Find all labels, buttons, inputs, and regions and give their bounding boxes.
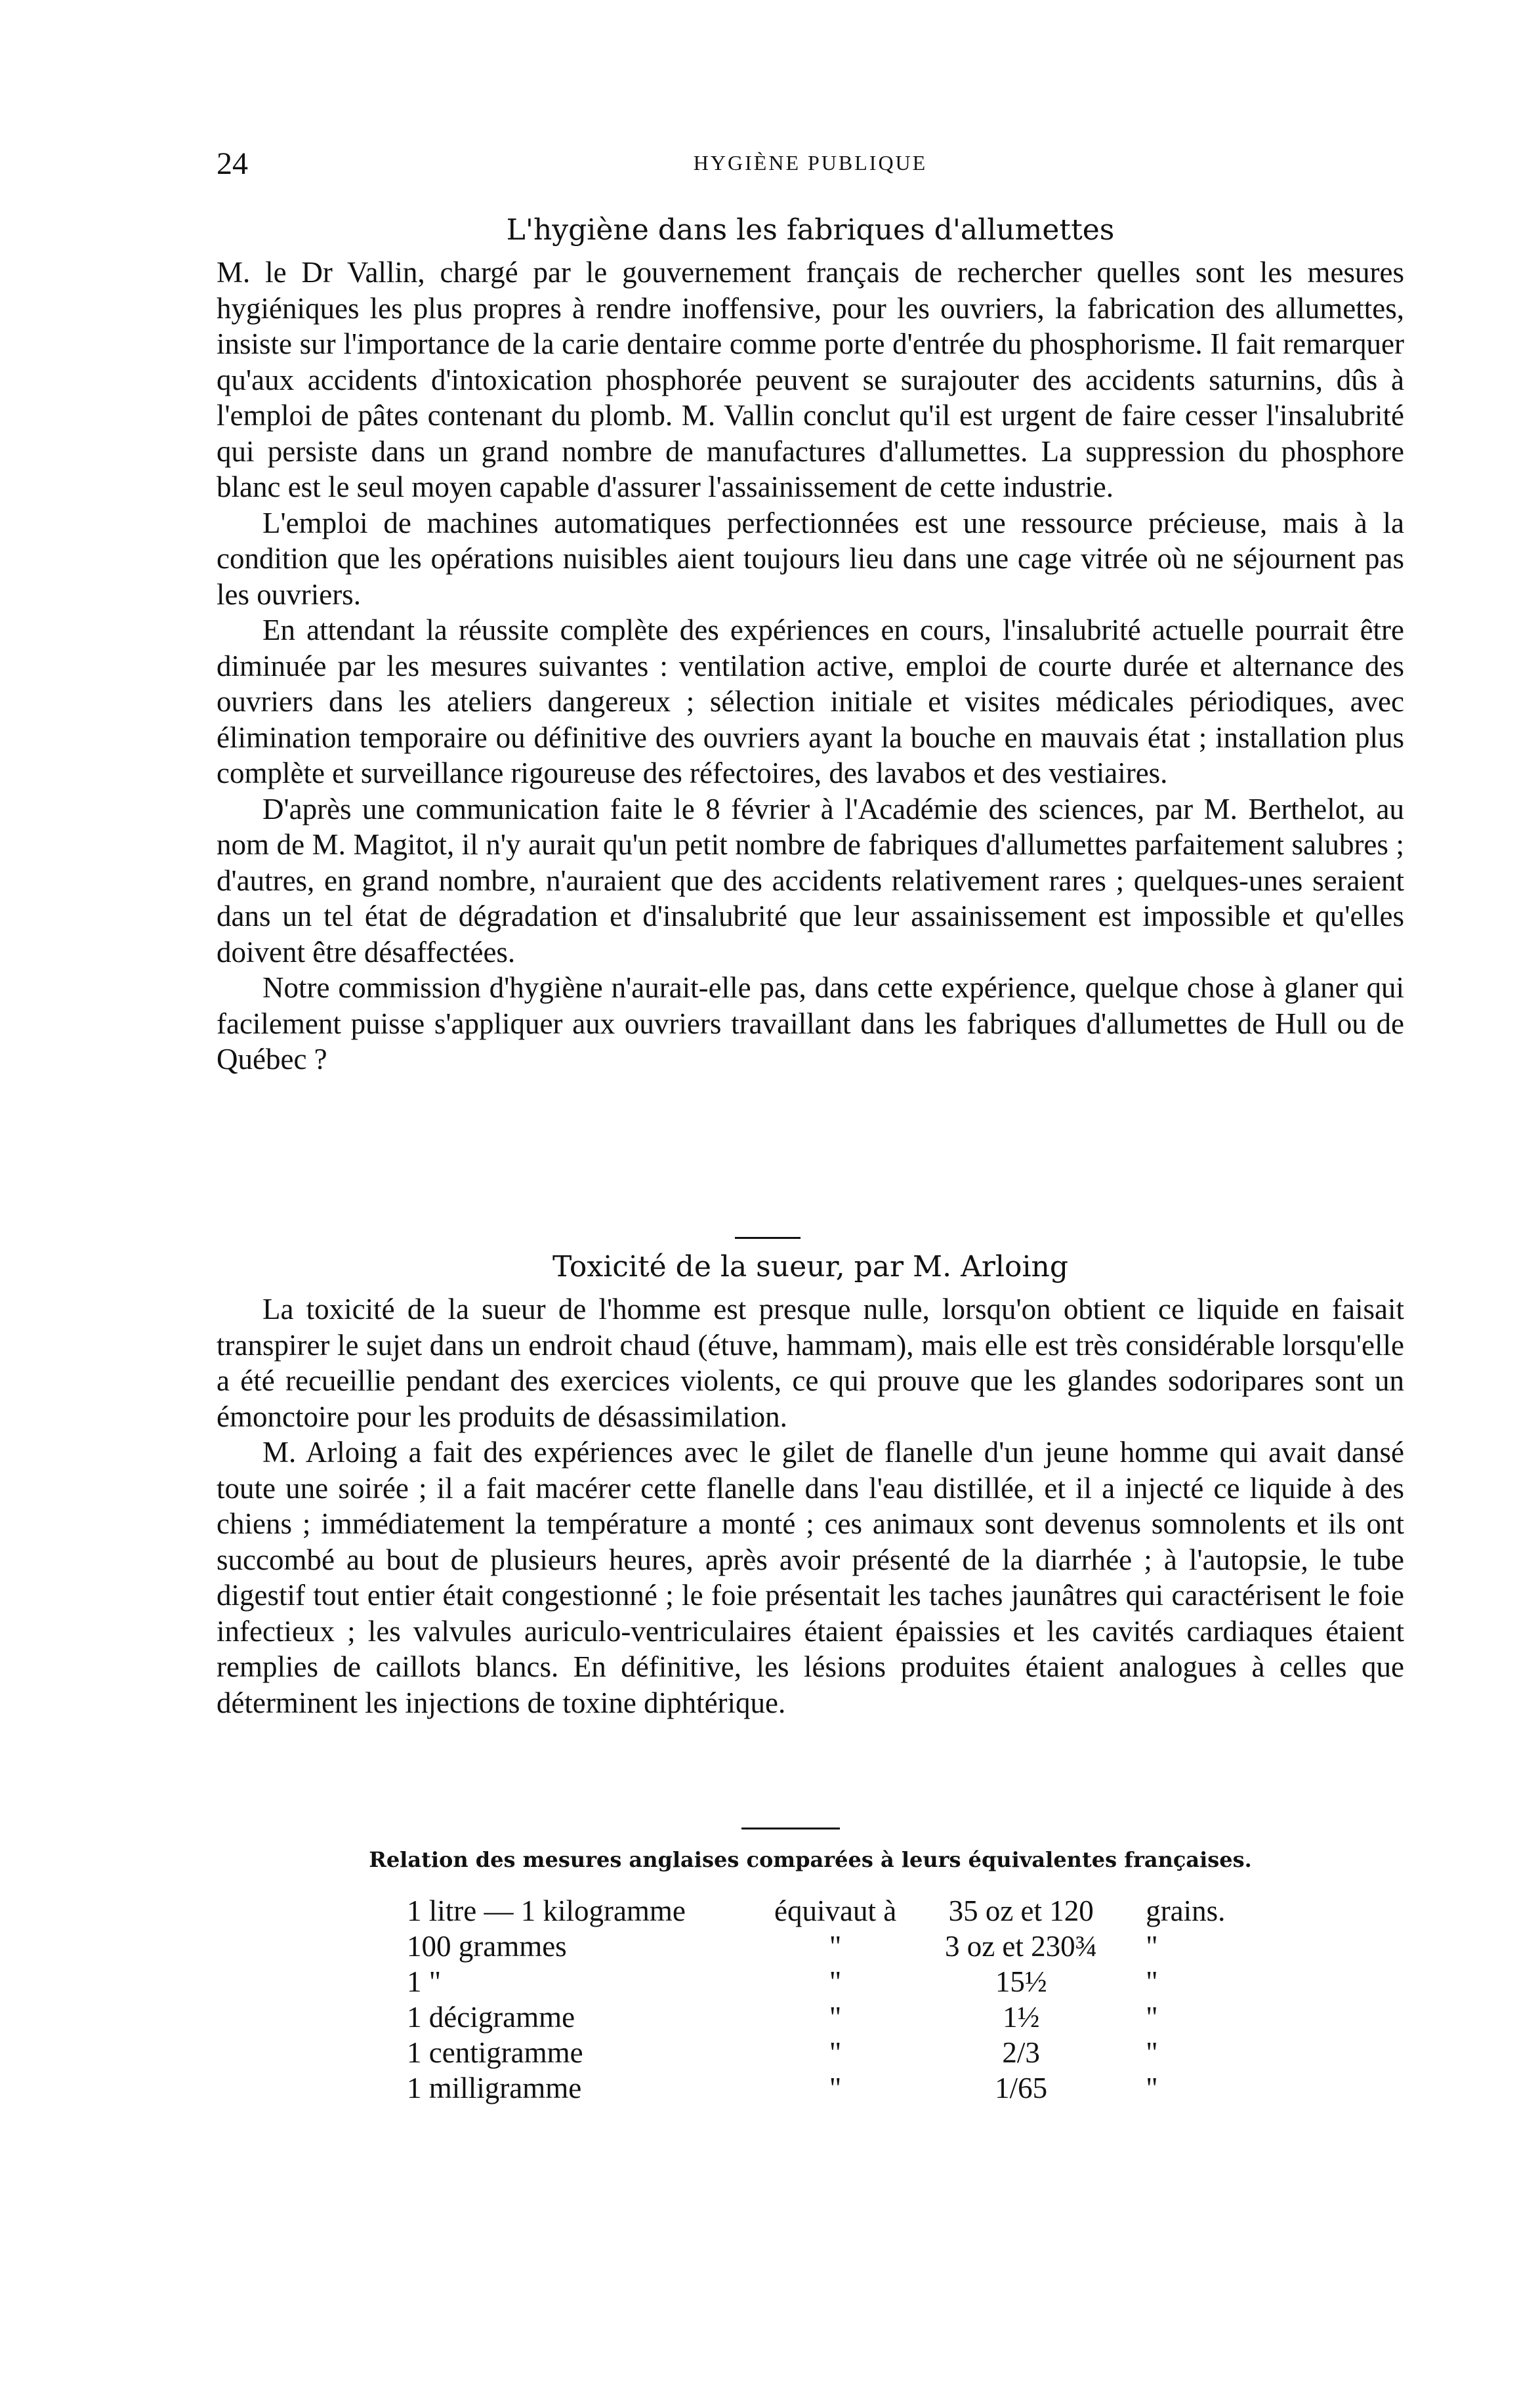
- paragraph: M. le Dr Vallin, chargé par le gouvernement français de rechercher quelles sont les mesures hygiéniques les plus propres à rendre inoffensive, pour les ouvriers, la fabrication des allumettes, insiste sur l'importance de la carie dentaire comme porte d'entrée du phosphorisme. Il fait remarquer qu'aux accidents d'intoxication phosphorée peuvent se surajouter des accidents saturnins, dûs à l'emploi de pâtes contenant du plomb. M. Vallin conclut qu'il est urgent de faire cesser l'insalubrité qui persiste dans un grand nombre de manufactures d'allumettes. La suppression du phosphore blanc est le seul moyen capable d'assurer l'assainissement de cette industrie.: [217, 256, 1404, 503]
- measure-cell: 1 décigramme: [407, 2001, 575, 2034]
- measure-cell: 1 litre — 1 kilogramme: [407, 1894, 686, 1927]
- table-row: [407, 1893, 1225, 1929]
- running-head: HYGIÈNE PUBLIQUE: [693, 151, 928, 175]
- section-body-sueur: [217, 1291, 1404, 1721]
- measure-cell: 1 centigramme: [407, 2036, 583, 2069]
- table-caption: Relation des mesures anglaises comparées à leurs équivalentes françaises.: [369, 1847, 1252, 1872]
- table-row: [407, 2070, 1225, 2106]
- paragraph: En attendant la réussite complète des expériences en cours, l'insalubrité actuelle pourrait être diminuée par les mesures suivantes : ventilation active, emploi de courte durée et alternance des ouvriers dans les ateliers dangereux ; sélection initiale et visites médicales périodiques, avec élimination temporaire ou définitive des ouvriers ayant la bouche en mauvais état ; installation plus complète et surveillance rigoureuse des réfectoires, des lavabos et des vestiaires.: [217, 614, 1404, 789]
- equiv-cell: ": [829, 2036, 842, 2069]
- value-cell: 15½: [995, 1965, 1047, 1998]
- table-row: [407, 1964, 1225, 1999]
- paragraph: M. Arloing a fait des expériences avec le gilet de flanelle d'un jeune homme qui avait dansé toute une soirée ; il a fait macérer cette flanelle dans l'eau distillée, et il a injecté ce liquide à des chiens ; immédiatement la température a monté ; ces animaux sont devenus somnolents et ils ont succombé au bout de plusieurs heures, après avoir présenté de la diarrhée ; à l'autopsie, le tube digestif tout entier était congestionné ; le foie présentait les taches jaunâtres qui caractérisent le foie infectieux ; les valvules auriculo-ventriculaires étaient épaissies et les cavités cardiaques étaient remplies de caillots blancs. En définitive, les lésions produites étaient analogues à celles que déterminent les injections de toxine diphtérique.: [217, 1436, 1404, 1719]
- equiv-cell: ": [829, 2001, 842, 2034]
- value-cell: 1½: [1003, 2001, 1040, 2034]
- table-row: [407, 1999, 1225, 2035]
- value-cell: 1/65: [995, 2072, 1048, 2104]
- paragraph: L'emploi de machines automatiques perfectionnées est une ressource précieuse, mais à la condition que les opérations nuisibles aient toujours lieu dans une cage vitrée où ne séjournent pas les ouvriers.: [217, 506, 1404, 611]
- section-title-allumettes: L'hygiène dans les fabriques d'allumettes: [506, 213, 1115, 247]
- unit-cell: ": [1146, 2036, 1158, 2069]
- section-body-allumettes: [217, 255, 1404, 1077]
- unit-cell: grains.: [1146, 1894, 1226, 1927]
- equiv-cell: ": [829, 2072, 842, 2104]
- page-header: [217, 146, 1404, 185]
- equiv-cell: équivaut à: [774, 1894, 897, 1927]
- paragraph: Notre commission d'hygiène n'aurait-elle pas, dans cette expérience, quelque chose à glaner qui facilement puisse s'appliquer aux ouvriers travaillant dans les fabriques d'allumettes de Hull ou de Québec ?: [217, 971, 1404, 1076]
- section-title-sueur: Toxicité de la sueur, par M. Arloing: [552, 1250, 1069, 1284]
- page-number: 24: [217, 146, 248, 181]
- equiv-cell: ": [829, 1965, 842, 1998]
- table-row: [407, 1929, 1225, 1964]
- unit-cell: ": [1146, 1930, 1158, 1963]
- value-cell: 3 oz et 230¾: [944, 1930, 1098, 1963]
- unit-cell: ": [1146, 1965, 1158, 1998]
- measure-cell: 1 ": [407, 1965, 442, 1998]
- section-divider: [735, 1237, 801, 1239]
- unit-cell: ": [1146, 2001, 1158, 2034]
- paragraph: D'après une communication faite le 8 février à l'Académie des sciences, par M. Berthelot, au nom de M. Magitot, il n'y aurait qu'un petit nombre de fabriques d'allumettes parfaitement salubres ; d'autres, en grand nombre, n'auraient que des accidents relativement rares ; quelques-unes seraient dans un tel état de dégradation et d'insalubrité que leur assainissement est impossible et qu'elles doivent être désaffectées.: [217, 792, 1404, 969]
- table-row: [407, 2035, 1225, 2070]
- paragraph: La toxicité de la sueur de l'homme est presque nulle, lorsqu'on obtient ce liquide en faisait transpirer le sujet dans un endroit chaud (étuve, hammam), mais elle est très considérable lorsqu'elle a été recueillie pendant des exercices violents, ce qui prouve que les glandes sodoripares sont un émonctoire pour les produits de désassimilation.: [217, 1293, 1404, 1433]
- equiv-cell: ": [829, 1930, 842, 1963]
- value-cell: 35 oz et 120: [948, 1894, 1094, 1927]
- value-cell: 2/3: [1002, 2036, 1040, 2069]
- measure-cell: 1 milligramme: [407, 2072, 582, 2104]
- measure-cell: 100 grammes: [407, 1930, 567, 1963]
- conversion-table: [407, 1893, 1225, 2106]
- section-divider: [741, 1828, 840, 1829]
- unit-cell: ": [1146, 2072, 1158, 2104]
